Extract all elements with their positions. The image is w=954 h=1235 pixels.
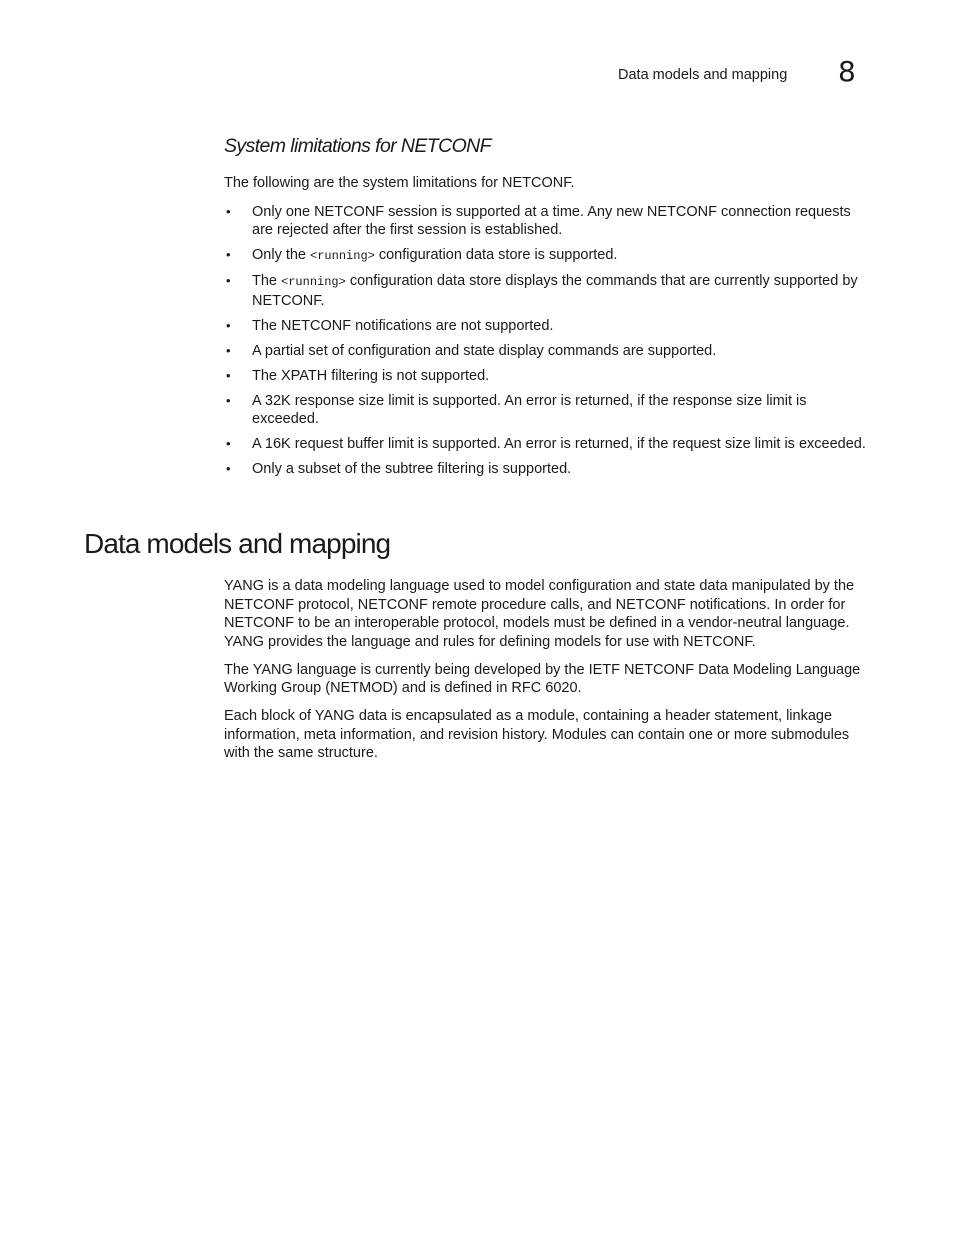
section-heading: Data models and mapping bbox=[84, 528, 391, 559]
list-item-text: A partial set of configuration and state display commands are supported. bbox=[252, 342, 717, 359]
list-item-text-post: configuration data store displays the commands that are currently supported by NETCONF. bbox=[252, 273, 858, 309]
bullet-icon: • bbox=[226, 461, 231, 476]
body-paragraph: YANG is a data modeling language used to model configuration and state data manipulated by the NETCONF protocol, NETCONF remote procedure calls, and NETCONF notifications. In order for NETCONF to be an interoperable protocol, models must be defined in a vendor-neutral language. YANG provides the language and rules for defining models for use with NETCONF. bbox=[224, 578, 855, 650]
bullet-icon: • bbox=[226, 273, 231, 288]
list-item-text-post: configuration data store is supported. bbox=[374, 247, 618, 263]
list-item bbox=[224, 203, 870, 240]
list-item bbox=[224, 392, 870, 429]
bullet-icon: • bbox=[226, 342, 231, 358]
bullet-icon: • bbox=[226, 317, 231, 333]
list-item bbox=[224, 317, 870, 336]
list-item-text: The XPATH filtering is not supported. bbox=[252, 367, 490, 384]
limitations-intro: The following are the system limitations for NETCONF. bbox=[224, 175, 575, 191]
list-item-text: Only a subset of the subtree filtering is supported. bbox=[252, 461, 572, 477]
body-paragraph: The YANG language is currently being developed by the IETF NETCONF Data Modeling Language Working Group (NETMOD) and is defined in RFC 6020. bbox=[224, 661, 861, 696]
subsection-heading: System limitations for NETCONF bbox=[224, 135, 491, 157]
list-item-text: Only one NETCONF session is supported at a time. Any new NETCONF connection requests are rejected after the first session is established. bbox=[252, 203, 851, 238]
limitations-list bbox=[224, 203, 870, 479]
list-item-text: A 16K request buffer limit is supported. An error is returned, if the request size limit is exceeded. bbox=[252, 436, 866, 452]
header-title: Data models and mapping bbox=[618, 67, 788, 83]
list-item-text: A 32K response size limit is supported. An error is returned, if the response size limit is exceeded. bbox=[252, 392, 807, 427]
body-paragraph: Each block of YANG data is encapsulated as a module, containing a header statement, linkage information, meta information, and revision history. Modules can contain one or more submodules with the same structure. bbox=[224, 708, 850, 761]
list-item bbox=[224, 342, 870, 361]
running-header bbox=[0, 55, 954, 88]
list-item-text: The NETCONF notifications are not supported. bbox=[252, 317, 554, 334]
list-item bbox=[224, 246, 870, 266]
section-body bbox=[224, 577, 870, 772]
bullet-icon: • bbox=[226, 203, 231, 219]
bullet-icon: • bbox=[226, 247, 231, 262]
list-item bbox=[224, 367, 870, 386]
bullet-icon: • bbox=[226, 436, 231, 451]
bullet-icon: • bbox=[226, 392, 231, 408]
running-datastore-code: <running> bbox=[310, 249, 375, 263]
running-datastore-code: <running> bbox=[281, 275, 346, 289]
chapter-number: 8 bbox=[838, 55, 856, 88]
list-item-text-pre: The bbox=[252, 273, 282, 289]
list-item-text-pre: Only the bbox=[252, 247, 311, 263]
list-item bbox=[224, 435, 870, 454]
list-item bbox=[224, 272, 870, 310]
bullet-icon: • bbox=[226, 367, 231, 383]
limitations-section bbox=[224, 134, 870, 485]
list-item bbox=[224, 460, 870, 479]
